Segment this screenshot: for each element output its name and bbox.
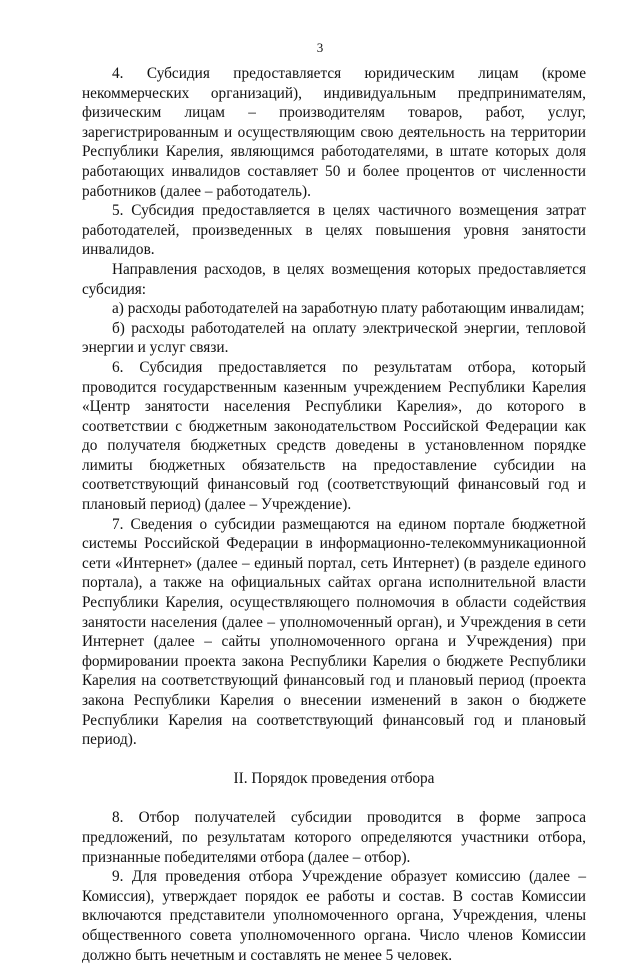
paragraph-7: 7. Сведения о субсидии размещаются на едином портале бюджетной системы Российской Федерации в информационно-телекоммуникационной сети «Интернет» (далее – единый портал, сеть Интернет) (в разделе единого портала), а также на официальных сайтах органа исполнительной власти Республики Карелия, осуществляющего полномочия в области содействия занятости населения (далее – уполномоченный орган), и Учреждения в сети Интернет (далее – сайты уполномоченного органа и Учреждения) при формировании проекта закона Республики Карелия о бюджете Республики Карелия на соответствующий финансовый год и плановый период (проекта закона Республики Карелия о внесении изменений в закон о бюджете Республики Карелия на соответствующий финансовый год и плановый период). [82, 515, 586, 749]
list-item-a: а) расходы работодателей на заработную плату работающим инвалидам; [112, 300, 585, 318]
section-heading: II. Порядок проведения отбора [233, 769, 435, 787]
paragraph-4: 4. Субсидия предоставляется юридическим лицам (кроме некоммерческих организаций), индивидуальным предпринимателям, физическим лицам – производителям товаров, работ, услуг, зарегистрированным и осуществляющим свою деятельность на территории Республики Карелия, являющимся работодателями, в штате которых доля работающих инвалидов составляет 50 и более процентов от численности работников (далее – работодатель). [82, 65, 586, 200]
list-item-b: б) расходы работодателей на оплату электрической энергии, тепловой энергии и услуг связи. [82, 319, 586, 357]
paragraph-5: 5. Субсидия предоставляется в целях частичного возмещения затрат работодателей, произведенных в целях повышения уровня занятости инвалидов. [82, 202, 586, 259]
page-number: 3 [316, 40, 324, 55]
paragraph-expense-directions: Направления расходов, в целях возмещения которых предоставляется субсидия: [82, 260, 586, 298]
document-body [82, 64, 586, 965]
paragraph-9: 9. Для проведения отбора Учреждение образует комиссию (далее – Комиссия), утверждает порядок ее работы и состав. В состав Комиссии включаются представители уполномоченного органа, Учреждения, члены общественного совета уполномоченного органа. Число членов Комиссии должно быть нечетным и составлять не менее 5 человек. [82, 868, 586, 964]
paragraph-6: 6. Субсидия предоставляется по результатам отбора, который проводится государственным казенным учреждением Республики Карелия «Центр занятости населения Республики Карелия», до которого в соответствии с бюджетным законодательством Российской Федерации как до получателя бюджетных средств доведены в установленном порядке лимиты бюджетных обязательств на предоставление субсидии на соответствующий финансовый год (соответствующий финансовый год и плановый период) (далее – Учреждение). [82, 358, 586, 514]
paragraph-8: 8. Отбор получателей субсидии проводится в форме запроса предложений, по результатам которого определяются участники отбора, признанные победителями отбора (далее – отбор). [82, 809, 586, 866]
